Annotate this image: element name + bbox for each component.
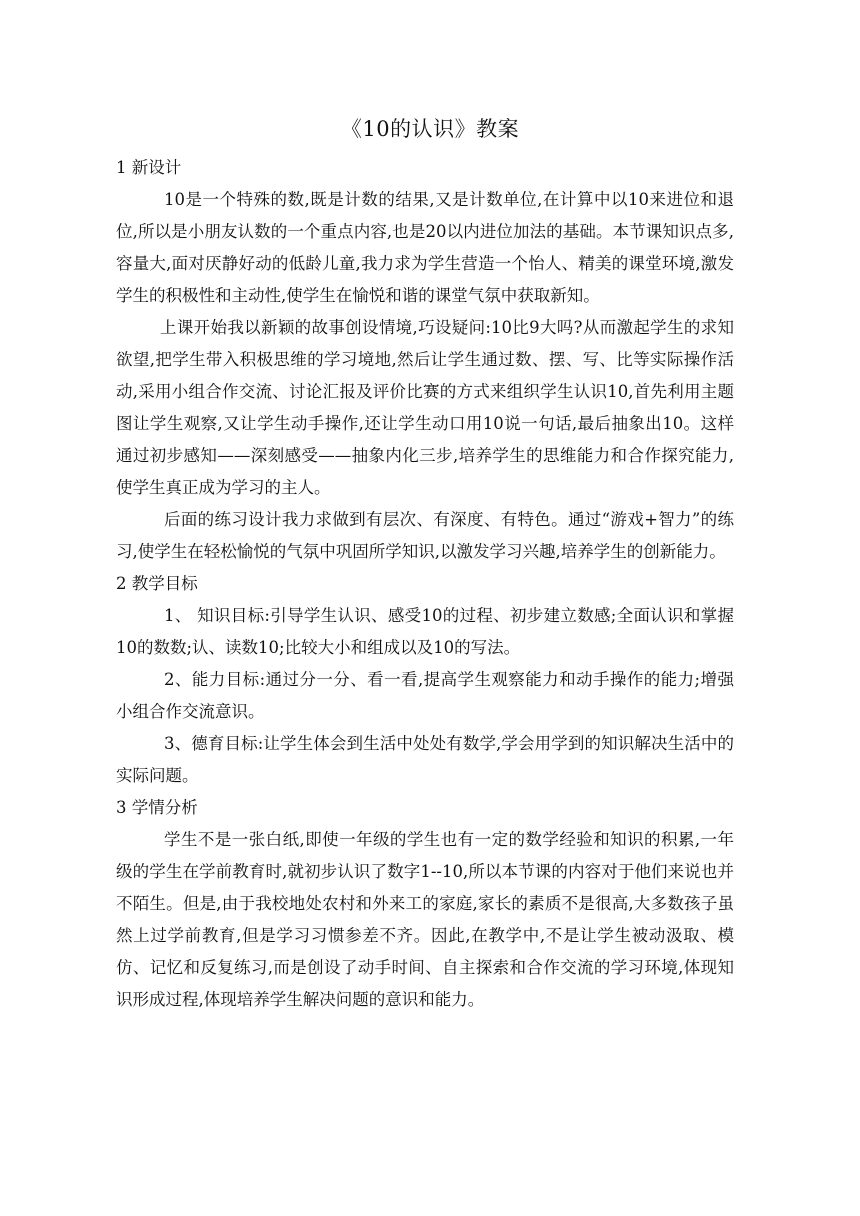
paragraph: 后面的练习设计我力求做到有层次、有深度、有特色。通过“游戏+智力”的练习,使学生在轻松愉悦的气氛中巩固所学知识,以激发学习兴趣,培养学生的创新能力。 [116,510,734,561]
document-title: 《10的认识》教案 [340,117,520,141]
paragraph: 2、能力目标:通过分一分、看一看,提高学生观察能力和动手操作的能力;增强小组合作交流意识。 [116,670,734,721]
section-heading-teaching-goals: 2 教学目标 [116,574,198,593]
paragraph: 学生不是一张白纸,即使一年级的学生也有一定的数学经验和知识的积累,一年级的学生在学前教育时,就初步认识了数字1--10,所以本节课的内容对于他们来说也并不陌生。但是,由于我校地处农村和外来工的家庭,家长的素质不是很高,大多数孩子虽然上过学前教育,但是学习习惯参差不齐。因此,在教学中,不是让学生被动汲取、模仿、记忆和反复练习,而是创设了动手时间、自主探索和合作交流的学习环境,体现知识形成过程,体现培养学生解决问题的意识和能力。 [116,830,734,1009]
section-heading-student-analysis: 3 学情分析 [116,798,198,817]
document-body [116,152,734,1016]
paragraph: 上课开始我以新颖的故事创设情境,巧设疑问:10比9大吗?从而激起学生的求知欲望,把学生带入积极思维的学习境地,然后让学生通过数、摆、写、比等实际操作活动,采用小组合作交流、讨论汇报及评价比赛的方式来组织学生认识10,首先利用主题图让学生观察,又让学生动手操作,还让学生动口用10说一句话,最后抽象出10。这样通过初步感知——深刻感受——抽象内化三步,培养学生的思维能力和合作探究能力,使学生真正成为学习的主人。 [116,318,734,497]
section-heading-new-design: 1 新设计 [116,158,182,177]
paragraph: 10是一个特殊的数,既是计数的结果,又是计数单位,在计算中以10来进位和退位,所以是小朋友认数的一个重点内容,也是20以内进位加法的基础。本节课知识点多,容量大,面对厌静好动的低龄儿童,我力求为学生营造一个怡人、精美的课堂环境,激发学生的积极性和主动性,使学生在愉悦和谐的课堂气氛中获取新知。 [116,190,734,305]
paragraph: 1、 知识目标:引导学生认识、感受10的过程、初步建立数感;全面认识和掌握10的数数;认、读数10;比较大小和组成以及10的写法。 [116,606,734,657]
paragraph: 3、德育目标:让学生体会到生活中处处有数学,学会用学到的知识解决生活中的实际问题。 [116,734,734,785]
